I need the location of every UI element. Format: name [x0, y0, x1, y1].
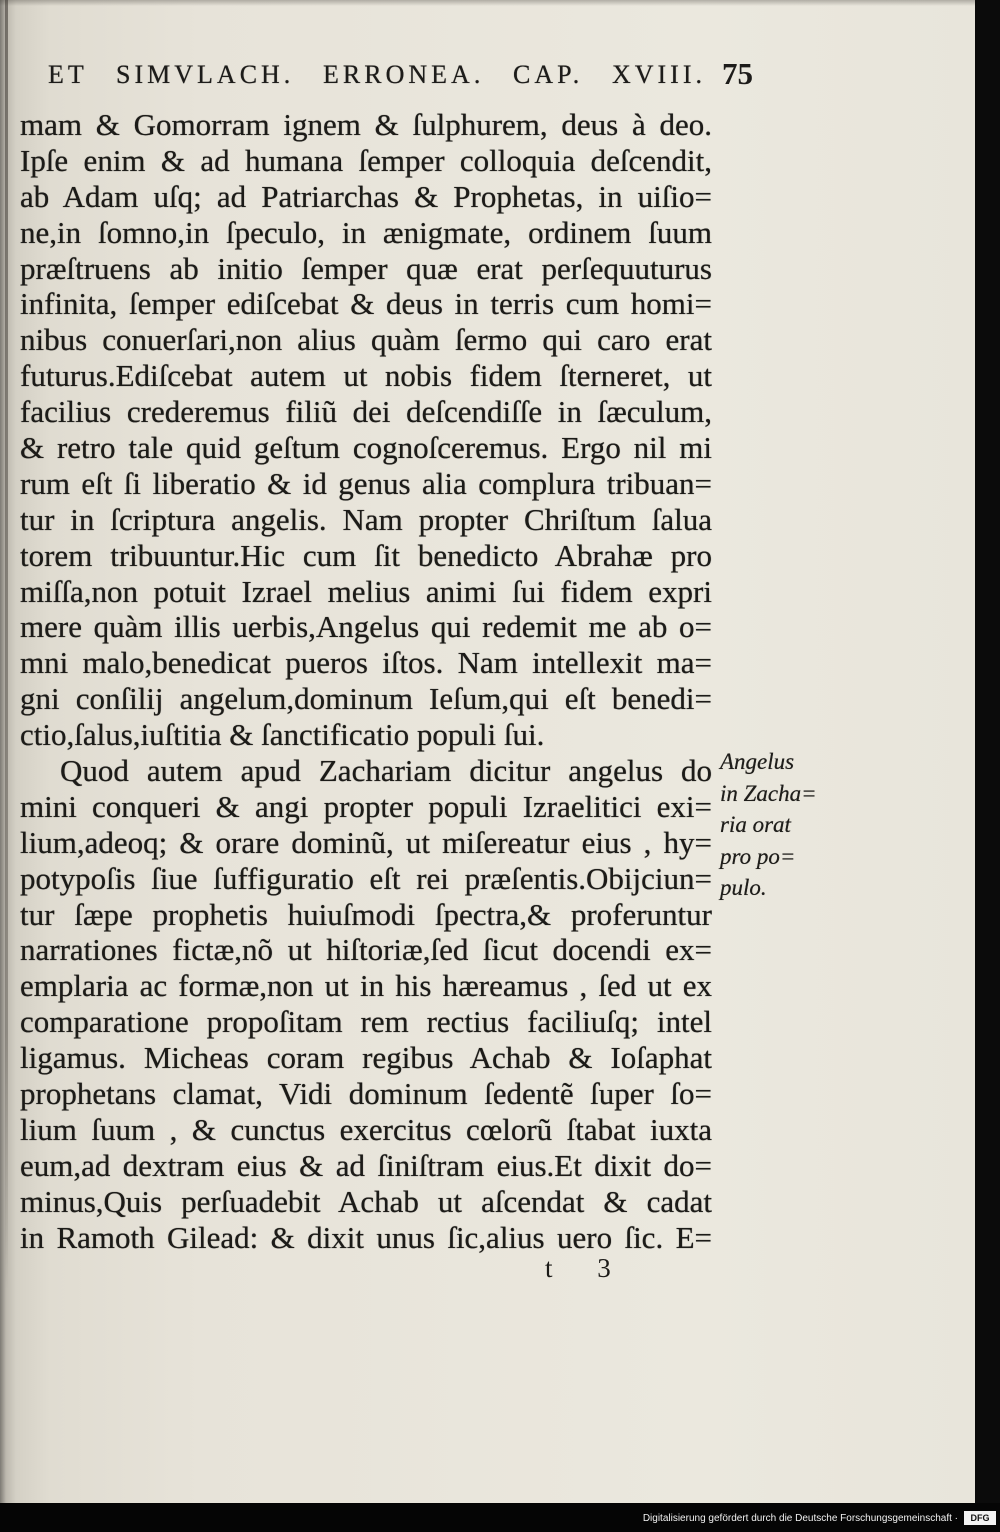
text-line: mam & Gomorram ignem & ſulphurem, deus à deo.	[20, 107, 712, 142]
footer-bar	[0, 1503, 1000, 1532]
text-line: rum eſt ſi liberatio & id genus alia complura tribuan=	[20, 465, 712, 501]
text-line: comparatione propoſitam rem rectius faciliuſq; intel	[20, 1004, 712, 1040]
text-line: prophetans clamat, Vidi dominum ſedentẽ ſuper ſo=	[20, 1076, 712, 1112]
running-head: ET SIMVLACH. ERRONEA. CAP. XVIII.	[48, 60, 706, 89]
paragraph-1	[20, 107, 712, 753]
marginal-note-line: Angelus	[720, 749, 795, 774]
marginal-note	[720, 746, 830, 904]
text-line: lium,adeoq; & orare dominũ, ut miſereatur eius , hy=	[20, 824, 712, 860]
text-line: Quod autem apud Zachariam dicitur angelus do	[60, 753, 712, 789]
signature-mark: t 3	[545, 1253, 611, 1283]
body-text	[20, 107, 712, 1256]
text-line: emplaria ac formæ,non ut in his hæreamus , ſed ut ex	[20, 968, 712, 1004]
text-line: torem tribuuntur.Hic cum ſit benedicto Abrahæ pro	[20, 537, 712, 573]
text-line: minus,Quis perſuadebit Achab ut aſcendat & cadat	[20, 1183, 712, 1219]
dfg-logo: DFG	[964, 1511, 996, 1525]
text-line: præſtruens ab initio ſemper quæ erat perſequuturus	[20, 250, 712, 286]
text-line: Ipſe enim & ad humana ſemper colloquia deſcendit,	[20, 142, 712, 178]
text-line: ctio,ſalus,iuſtitia & ſanctificatio populi ſui.	[20, 717, 545, 753]
gutter-shadow	[5, 0, 8, 1290]
text-line: potypoſis ſiue ſuffiguratio eſt rei præſentis.Obijciun=	[20, 860, 712, 896]
text-line: mni malo,benedicat pueros iſtos. Nam intellexit ma=	[20, 645, 712, 681]
text-line: eum,ad dextram eius & ad ſiniſtram eius.Et dixit do=	[20, 1147, 712, 1183]
marginal-note-line: pulo.	[720, 875, 767, 900]
funding-notice: Digitalisierung gefördert durch die Deutsche Forschungsgemeinschaft ·	[642, 1513, 958, 1524]
marginal-note-line: ria orat	[720, 812, 791, 837]
marginal-note-line: in Zacha=	[720, 780, 817, 806]
text-line: miſſa,non potuit Izrael melius animi ſui fidem expri	[20, 573, 712, 609]
text-line: tur ſæpe prophetis huiuſmodi ſpectra,& proferuntur	[20, 896, 712, 932]
text-line: mere quàm illis uerbis,Angelus qui redemit me ab o=	[20, 609, 712, 645]
paragraph-2	[20, 753, 712, 1255]
text-line: nibus conuerſari,non alius quàm ſermo qui caro erat	[20, 322, 712, 358]
text-line: narrationes fictæ,nõ ut hiſtoriæ,ſed ſicut docendi ex=	[20, 932, 712, 968]
text-line: tur in ſcriptura angelis. Nam propter Chriſtum ſalua	[20, 501, 712, 537]
text-line: in Ramoth Gilead: & dixit unus ſic,alius uero ſic. E=	[20, 1219, 712, 1255]
text-line: & retro tale quid geſtum cognoſceremus. Ergo nil mi	[20, 430, 712, 466]
text-line: lium ſuum , & cunctus exercitus cœlorũ ſtabat iuxta	[20, 1111, 712, 1147]
text-line: facilius crederemus filiũ dei deſcendiſſe in ſæculum,	[20, 394, 712, 430]
text-line: ab Adam uſq; ad Patriarchas & Prophetas, in uiſio=	[20, 178, 712, 214]
text-line: infinita, ſemper ediſcebat & deus in terris cum homi=	[20, 286, 712, 322]
text-line: ne,in ſomno,in ſpeculo, in ænigmate, ordinem ſuum	[20, 214, 712, 250]
marginal-note-line: pro po=	[720, 843, 796, 869]
page-number: 75	[722, 56, 753, 91]
text-line: mini conqueri & angi propter populi Izraelitici exi=	[20, 788, 712, 824]
text-line: ligamus. Micheas coram regibus Achab & Ioſaphat	[20, 1040, 712, 1076]
text-line: gni conſilij angelum,dominum Ieſum,qui eſt benedi=	[20, 681, 712, 717]
text-line: futurus.Ediſcebat autem ut nobis fidem ſterneret, ut	[20, 358, 712, 394]
